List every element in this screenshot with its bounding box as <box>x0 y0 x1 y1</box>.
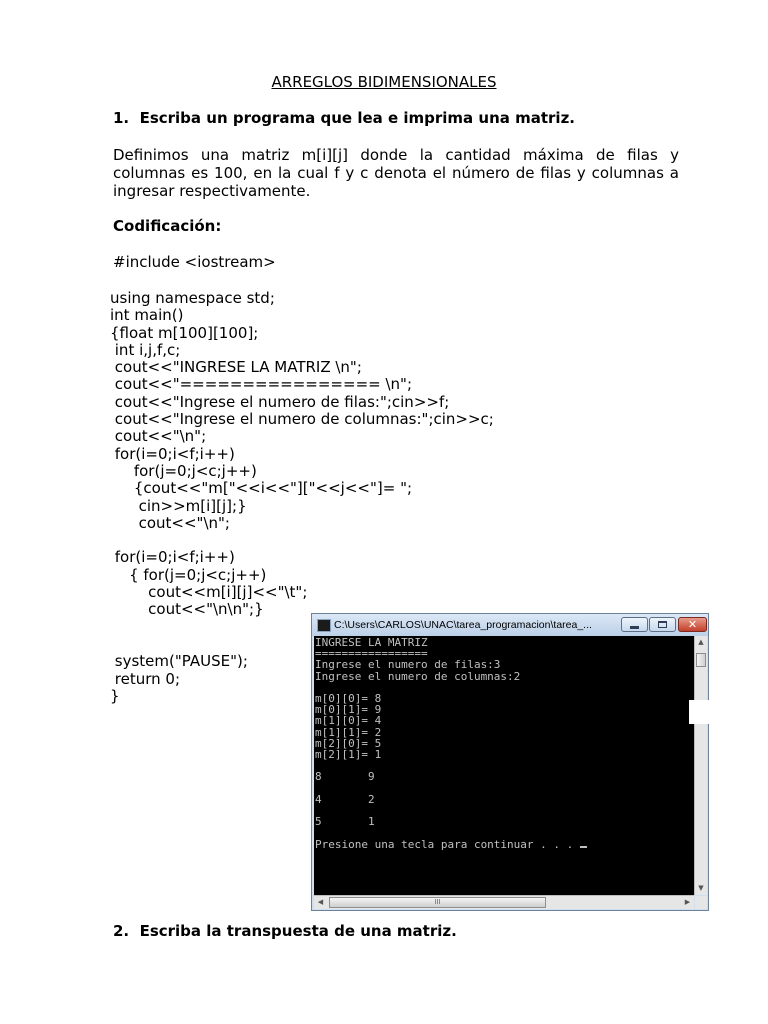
scroll-up-icon[interactable]: ▲ <box>698 638 704 646</box>
maximize-button[interactable] <box>649 617 676 632</box>
close-button[interactable] <box>678 617 707 632</box>
resize-grip-icon[interactable] <box>695 896 707 909</box>
exercise-2-heading: 2. Escriba la transpuesta de una matriz. <box>113 922 457 940</box>
document-title: ARREGLOS BIDIMENSIONALES <box>271 73 497 91</box>
code-heading: Codificación: <box>113 217 222 235</box>
console-output-area[interactable] <box>314 636 694 895</box>
console-window-title: C:\Users\CARLOS\UNAC\tarea_programacion\tarea_... <box>334 619 592 631</box>
vertical-scrollbar[interactable] <box>694 636 707 895</box>
horizontal-scroll-thumb[interactable]: III <box>329 897 546 908</box>
maximize-icon <box>658 621 667 628</box>
code-listing: using namespace std; int main() {float m[100][100]; int i,j,f,c; cout<<"INGRESE LA MATRIZ \n"; cout<<"================ \n"; cout<<"Ingrese el numero de filas:";cin>>f; cout<<"Ingrese el numero de columnas:";cin>>c; cout<<"\n"; for(i=0;i<f;i++) for(j=0;j<c;j++) {cout<<"m["<<i<<"]["<<j<<"]= "; cin>>m[i][j];} cout<<"\n"; for(i=0;i<f;i++) { for(j=0;j<c;j++) cout<<m[i][j]<<"\t"; cout<<"\n\n";} system("PAUSE"); return 0; } <box>110 289 494 705</box>
scroll-right-icon[interactable]: ▶ <box>684 898 691 906</box>
page-edge <box>689 700 709 724</box>
horizontal-scrollbar[interactable] <box>314 895 694 909</box>
scroll-down-icon[interactable]: ▼ <box>698 884 704 892</box>
minimize-icon <box>630 626 639 629</box>
scroll-left-icon[interactable]: ◀ <box>317 898 324 906</box>
console-output-lines: INGRESE LA MATRIZ ================= Ingrese el numero de filas:3 Ingrese el numero de columnas:2 m[0][0]= 8 m[0][1]= 9 m[1][0]= 4 m[1][1]= 2 m[2][0]= 5 m[2][1]= 1 8 9 4 2 5 1 Presione una tecla para continuar . . . <box>315 636 574 851</box>
minimize-button[interactable] <box>621 617 648 632</box>
console-app-icon <box>317 619 331 632</box>
exercise-1-description: Definimos una matriz m[i][j] donde la cantidad máxima de filas y columnas es 100, en la cual f y c denota el número de filas y columnas a ingresar respectivamente. <box>113 146 679 200</box>
console-output-text <box>314 636 694 850</box>
code-include-line: #include <iostream> <box>113 253 276 271</box>
cursor-icon <box>580 846 587 848</box>
console-window[interactable] <box>311 613 709 911</box>
vertical-scroll-thumb[interactable] <box>696 653 706 667</box>
console-titlebar[interactable] <box>312 614 708 636</box>
exercise-1-heading: 1. Escriba un programa que lea e imprima una matriz. <box>113 109 575 127</box>
close-icon: ✕ <box>687 618 698 631</box>
